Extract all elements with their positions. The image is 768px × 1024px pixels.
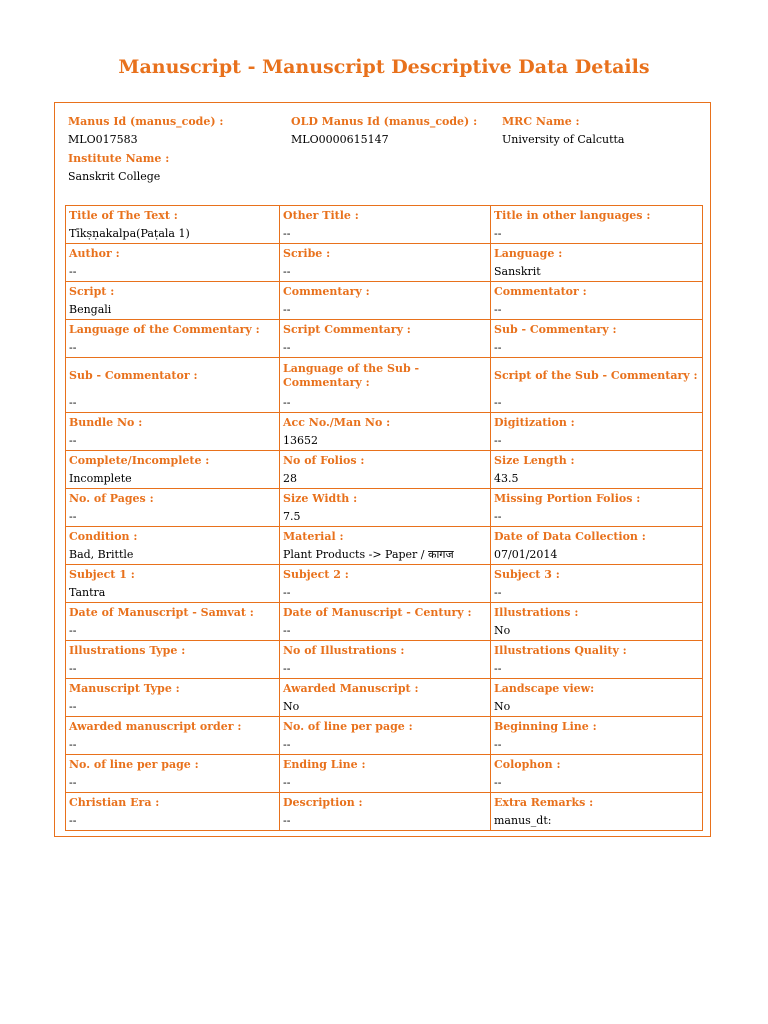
field-value: --	[283, 341, 291, 354]
field-label: Landscape view:	[494, 681, 595, 695]
field-value: --	[283, 265, 291, 278]
detail-cell	[280, 565, 491, 603]
field-label: Script Commentary :	[283, 322, 411, 336]
field-label: Commentary :	[283, 284, 370, 298]
field-value: --	[283, 624, 291, 637]
table-row	[66, 451, 703, 489]
institute-name-label: Institute Name :	[68, 152, 170, 165]
details-table	[65, 205, 703, 831]
table-row	[66, 413, 703, 451]
field-value: No	[494, 700, 511, 713]
field-label: Digitization :	[494, 415, 575, 429]
field-value: --	[69, 510, 77, 523]
detail-cell	[491, 641, 703, 679]
field-label: Condition :	[69, 529, 138, 543]
field-label: Language of the Commentary :	[69, 322, 260, 336]
table-row	[66, 755, 703, 793]
detail-cell	[280, 641, 491, 679]
field-label: Commentator :	[494, 284, 587, 298]
field-label: Illustrations Type :	[69, 643, 186, 657]
field-value: --	[69, 738, 77, 751]
table-row	[66, 244, 703, 282]
field-value: --	[283, 303, 291, 316]
detail-cell	[280, 717, 491, 755]
field-value: --	[494, 341, 502, 354]
field-label: Bundle No :	[69, 415, 143, 429]
detail-cell	[280, 451, 491, 489]
field-label: Scribe :	[283, 246, 331, 260]
detail-cell	[491, 413, 703, 451]
detail-cell	[66, 320, 280, 358]
detail-cell	[280, 679, 491, 717]
field-label: Date of Manuscript - Samvat :	[69, 605, 254, 619]
detail-cell	[491, 603, 703, 641]
detail-cell	[66, 206, 280, 244]
field-label: No of Folios :	[283, 453, 365, 467]
field-value: --	[69, 700, 77, 713]
field-value: --	[69, 396, 77, 409]
field-value: --	[494, 396, 502, 409]
field-label: Missing Portion Folios :	[494, 491, 641, 505]
field-value: --	[69, 434, 77, 447]
field-label: No. of line per page :	[283, 719, 413, 733]
field-value: Plant Products -> Paper / कागज	[283, 548, 454, 561]
field-value: --	[69, 776, 77, 789]
detail-cell	[280, 320, 491, 358]
detail-cell	[491, 489, 703, 527]
field-label: Size Length :	[494, 453, 575, 467]
field-value: 07/01/2014	[494, 548, 558, 561]
detail-cell	[280, 244, 491, 282]
field-label: Subject 1 :	[69, 567, 135, 581]
field-value: --	[69, 341, 77, 354]
detail-cell	[491, 451, 703, 489]
field-label: Extra Remarks :	[494, 795, 594, 809]
field-value: --	[494, 662, 502, 675]
field-value: --	[494, 776, 502, 789]
detail-cell	[280, 489, 491, 527]
field-value: --	[69, 624, 77, 637]
field-value: --	[283, 814, 291, 827]
detail-cell	[491, 755, 703, 793]
field-value: --	[283, 396, 291, 409]
field-label: Colophon :	[494, 757, 561, 771]
field-label: Author :	[69, 246, 120, 260]
manus-id-value: MLO017583	[68, 133, 138, 146]
field-label: Subject 2 :	[283, 567, 349, 581]
detail-cell	[66, 244, 280, 282]
table-row	[66, 641, 703, 679]
detail-cell	[66, 679, 280, 717]
field-label: No. of Pages :	[69, 491, 154, 505]
mrc-name-value: University of Calcutta	[502, 133, 625, 146]
field-value: --	[494, 303, 502, 316]
field-value: Bengali	[69, 303, 112, 316]
detail-cell	[280, 793, 491, 831]
detail-cell	[491, 358, 703, 413]
field-value: No	[283, 700, 300, 713]
field-value: Incomplete	[69, 472, 132, 485]
table-row	[66, 206, 703, 244]
field-label: Beginning Line :	[494, 719, 597, 733]
field-label: Description :	[283, 795, 363, 809]
table-row	[66, 527, 703, 565]
page-title: Manuscript - Manuscript Descriptive Data Details	[118, 56, 650, 78]
field-value: manus_dt:	[494, 814, 552, 827]
field-value: 7.5	[283, 510, 301, 523]
detail-cell	[66, 793, 280, 831]
field-value: Sanskrit	[494, 265, 541, 278]
field-value: Tantra	[69, 586, 106, 599]
table-row	[66, 565, 703, 603]
detail-cell	[66, 565, 280, 603]
detail-cell	[66, 641, 280, 679]
table-row	[66, 320, 703, 358]
table-row	[66, 793, 703, 831]
manus-id-label: Manus Id (manus_code) :	[68, 115, 224, 128]
detail-cell	[280, 206, 491, 244]
detail-cell	[491, 679, 703, 717]
detail-cell	[66, 717, 280, 755]
field-label: No of Illustrations :	[283, 643, 405, 657]
table-row	[66, 489, 703, 527]
field-label: Ending Line :	[283, 757, 366, 771]
field-label: Material :	[283, 529, 344, 543]
mrc-name-label: MRC Name :	[502, 115, 580, 128]
field-label: Subject 3 :	[494, 567, 560, 581]
detail-cell	[491, 565, 703, 603]
field-label: Script of the Sub - Commentary :	[494, 369, 698, 382]
table-row	[66, 603, 703, 641]
field-value: Bad, Brittle	[69, 548, 134, 561]
detail-cell	[491, 244, 703, 282]
field-label: Language of the Sub - Commentary :	[283, 362, 420, 389]
field-label: Christian Era :	[69, 795, 160, 809]
field-label: Sub - Commentator :	[69, 369, 198, 382]
detail-cell	[66, 358, 280, 413]
field-label: Sub - Commentary :	[494, 322, 617, 336]
field-value: 28	[283, 472, 297, 485]
old-manus-id-value: MLO0000615147	[291, 133, 389, 146]
field-label: Awarded manuscript order :	[69, 719, 242, 733]
field-value: --	[69, 814, 77, 827]
table-row	[66, 679, 703, 717]
field-label: No. of line per page :	[69, 757, 199, 771]
field-label: Illustrations :	[494, 605, 579, 619]
table-row	[66, 358, 703, 413]
detail-cell	[66, 413, 280, 451]
field-value: --	[494, 227, 502, 240]
field-label: Date of Manuscript - Century :	[283, 605, 472, 619]
old-manus-id-label: OLD Manus Id (manus_code) :	[291, 115, 478, 128]
field-value: --	[283, 586, 291, 599]
field-value: --	[494, 434, 502, 447]
field-label: Language :	[494, 246, 563, 260]
detail-cell	[66, 603, 280, 641]
field-value: --	[283, 662, 291, 675]
detail-cell	[66, 527, 280, 565]
field-label: Title of The Text :	[69, 208, 178, 222]
field-label: Acc No./Man No :	[283, 415, 391, 429]
detail-cell	[491, 206, 703, 244]
detail-cell	[280, 755, 491, 793]
field-value: --	[69, 265, 77, 278]
field-label: Title in other languages :	[494, 208, 651, 222]
detail-cell	[66, 755, 280, 793]
detail-cell	[491, 793, 703, 831]
field-value: No	[494, 624, 511, 637]
field-value: --	[283, 738, 291, 751]
field-label: Complete/Incomplete :	[69, 453, 210, 467]
field-value: --	[494, 738, 502, 751]
field-label: Script :	[69, 284, 115, 298]
detail-cell	[66, 489, 280, 527]
field-value: --	[494, 510, 502, 523]
field-label: Illustrations Quality :	[494, 643, 627, 657]
detail-cell	[280, 282, 491, 320]
table-row	[66, 282, 703, 320]
detail-cell	[66, 451, 280, 489]
detail-cell	[66, 282, 280, 320]
table-row	[66, 717, 703, 755]
field-value: Tīkṣṇakalpa(Paṭala 1)	[69, 227, 190, 240]
field-value: 13652	[283, 434, 318, 447]
institute-name-value: Sanskrit College	[68, 170, 161, 183]
field-label: Awarded Manuscript :	[283, 681, 419, 695]
detail-cell	[491, 527, 703, 565]
field-value: 43.5	[494, 472, 519, 485]
field-label: Size Width :	[283, 491, 358, 505]
detail-cell	[280, 413, 491, 451]
field-label: Manuscript Type :	[69, 681, 180, 695]
field-label: Other Title :	[283, 208, 359, 222]
field-value: --	[69, 662, 77, 675]
detail-cell	[280, 527, 491, 565]
detail-cell	[280, 603, 491, 641]
field-value: --	[283, 776, 291, 789]
field-value: --	[283, 227, 291, 240]
detail-cell	[491, 282, 703, 320]
field-label: Date of Data Collection :	[494, 529, 646, 543]
detail-cell	[491, 717, 703, 755]
detail-cell	[280, 358, 491, 413]
detail-cell	[491, 320, 703, 358]
field-value: --	[494, 586, 502, 599]
